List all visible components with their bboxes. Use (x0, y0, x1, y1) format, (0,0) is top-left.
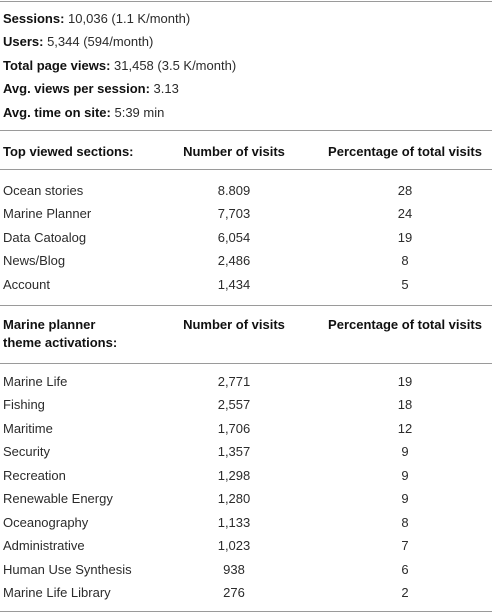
section-visits: 8.809 (217, 183, 251, 198)
summary-label: Total page views: (3, 58, 111, 73)
theme-name: Marine Life (3, 374, 68, 389)
theme-percent: 8 (401, 515, 409, 530)
section-percent: 5 (401, 277, 409, 292)
theme-visits: 1,706 (217, 421, 251, 436)
theme-visits: 1,298 (217, 468, 251, 483)
rule-before-themes (0, 305, 492, 306)
section-percent: 24 (397, 206, 413, 221)
sections-col-name-header: Top viewed sections: (3, 144, 134, 159)
theme-name: Renewable Energy (3, 491, 113, 506)
section-visits: 6,054 (217, 230, 251, 245)
summary-value: 31,458 (3.5 K/month) (110, 58, 237, 73)
rule-before-sections (0, 130, 492, 131)
themes-header-row (0, 316, 492, 356)
theme-visits: 938 (223, 562, 245, 577)
summary-value: 5,344 (594/month) (43, 34, 154, 49)
summary-users (3, 30, 153, 53)
summary-value: 10,036 (1.1 K/month) (64, 11, 191, 26)
theme-visits: 276 (223, 585, 245, 600)
table-row (0, 249, 492, 272)
theme-percent: 9 (401, 491, 409, 506)
summary-label: Avg. views per session: (3, 81, 150, 96)
summary-label: Sessions: (3, 11, 65, 26)
section-visits: 1,434 (217, 277, 251, 292)
theme-name: Fishing (3, 397, 45, 412)
theme-name: Oceanography (3, 515, 89, 530)
table-row (0, 487, 492, 510)
theme-visits: 1,280 (217, 491, 251, 506)
theme-visits: 1,023 (217, 538, 251, 553)
theme-percent: 18 (397, 397, 413, 412)
table-row (0, 511, 492, 534)
section-name: Data Catoalog (3, 230, 87, 245)
rule-under-themes-header (0, 363, 492, 364)
table-row (0, 581, 492, 604)
table-row (0, 393, 492, 416)
theme-percent: 12 (397, 421, 413, 436)
section-percent: 8 (401, 253, 409, 268)
section-name: Ocean stories (3, 183, 84, 198)
table-row (0, 440, 492, 463)
bottom-rule (0, 611, 492, 612)
sections-col-percent-header: Percentage of total visits (328, 144, 482, 159)
table-row (0, 202, 492, 225)
themes-header-line-1: Marine planner (3, 317, 96, 332)
theme-percent: 9 (401, 444, 409, 459)
summary-value: 5:39 min (110, 105, 165, 120)
summary-page-views (3, 54, 236, 77)
rule-under-sections-header (0, 169, 492, 170)
themes-col-visits-header: Number of visits (183, 317, 285, 332)
theme-name: Administrative (3, 538, 85, 553)
section-name: News/Blog (3, 253, 66, 268)
table-row (0, 534, 492, 557)
theme-name: Security (3, 444, 50, 459)
table-row (0, 417, 492, 440)
summary-time-on-site (3, 101, 164, 124)
themes-col-percent-header: Percentage of total visits (328, 317, 482, 332)
section-visits: 7,703 (217, 206, 251, 221)
theme-visits: 2,771 (217, 374, 251, 389)
table-row (0, 273, 492, 296)
theme-percent: 6 (401, 562, 409, 577)
theme-name: Marine Life Library (3, 585, 111, 600)
summary-label: Users: (3, 34, 44, 49)
theme-name: Recreation (3, 468, 66, 483)
themes-header-line-2: theme activations: (3, 335, 118, 350)
theme-visits: 2,557 (217, 397, 251, 412)
themes-col-name-header (3, 316, 117, 352)
table-row (0, 179, 492, 202)
theme-percent: 7 (401, 538, 409, 553)
sections-header-row (0, 140, 492, 163)
section-percent: 19 (397, 230, 413, 245)
theme-percent: 2 (401, 585, 409, 600)
table-row (0, 370, 492, 393)
section-name: Account (3, 277, 50, 292)
theme-percent: 19 (397, 374, 413, 389)
section-visits: 2,486 (217, 253, 251, 268)
top-rule (0, 1, 492, 2)
theme-percent: 9 (401, 468, 409, 483)
section-percent: 28 (397, 183, 413, 198)
theme-visits: 1,357 (217, 444, 251, 459)
summary-label: Avg. time on site: (3, 105, 111, 120)
section-name: Marine Planner (3, 206, 92, 221)
summary-views-per-session (3, 77, 179, 100)
summary-sessions (3, 7, 190, 30)
table-row (0, 464, 492, 487)
theme-name: Maritime (3, 421, 53, 436)
table-row (0, 558, 492, 581)
sections-col-visits-header: Number of visits (183, 144, 285, 159)
summary-value: 3.13 (149, 81, 179, 96)
table-row (0, 226, 492, 249)
theme-visits: 1,133 (217, 515, 251, 530)
theme-name: Human Use Synthesis (3, 562, 132, 577)
